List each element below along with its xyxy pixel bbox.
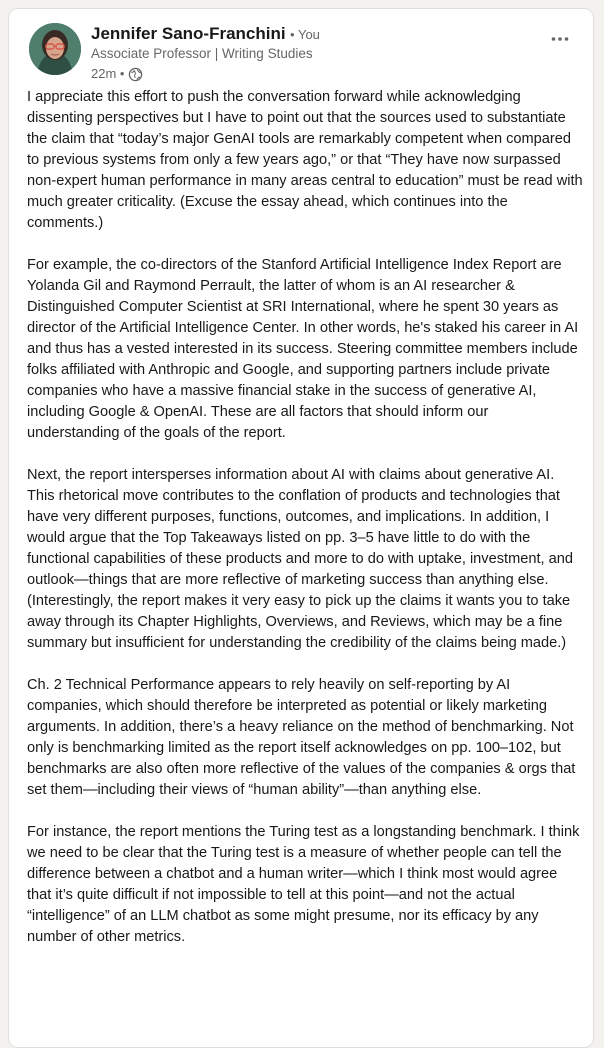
avatar-photo (29, 23, 81, 75)
author-name-row (91, 23, 539, 45)
post-time: 22m • (91, 66, 125, 81)
post-time-row (91, 65, 539, 83)
post-paragraph: Next, the report intersperses information about AI with claims about generative AI. This rhetorical move contributes to the conflation of products and technologies that have very different purposes, functions, outcomes, and implications. In addition, I would argue that the Top Takeaways listed on pp. 3–5 have little to do with the functional capabilities of these products and more to do with uptake, investment, and outlook—things that are more reflective of marketing success than anything else. (Interestingly, the report makes it very easy to pick up the claims it wants you to take away through its Chapter Highlights, Overviews, and Reviews, which may be a fine summary but insufficient for understanding the credibility of the claims being made.) (27, 467, 573, 651)
author-name[interactable]: Jennifer Sano-Franchini (91, 24, 286, 43)
author-meta (91, 23, 539, 83)
post-header (29, 23, 579, 87)
globe-icon (128, 67, 143, 82)
post-card (8, 8, 594, 1048)
connection-label: • You (290, 27, 320, 42)
more-options-button[interactable] (547, 29, 573, 47)
author-headline: Associate Professor | Writing Studies (91, 46, 313, 61)
post-paragraph: For example, the co-directors of the Stanford Artificial Intelligence Index Report are Yolanda Gil and Raymond Perrault, the latter of whom is an AI researcher & Distinguished Computer Scientist at SRI International, where he spent 30 years as director of the Artificial Intelligence Center. In other words, he's staked his career in AI and thus has a vested interested in its success. Steering committee members include folks affiliated with Anthropic and Google, and supporting partners include private companies who have a massive financial stake in the success of generative AI, including Google & OpenAI. These are all factors that should inform our understanding of the goals of the report. (27, 257, 579, 441)
avatar[interactable] (29, 23, 81, 75)
more-horizontal-icon (551, 29, 569, 47)
post-paragraph: For instance, the report mentions the Turing test as a longstanding benchmark. I think we need to be clear that the Turing test is a measure of whether people can tell the difference between a chatbot and a human writer—which I think most would agree that it’s quite difficult if not impossible to tell at this point—and not the actual “intelligence” of an LLM chatbot as some might presume, nor its efficacy by any number of other metrics. (27, 824, 580, 945)
post-paragraph: I appreciate this effort to push the conversation forward while acknowledging dissenting perspectives but I have to point out that the sources used to substantiate the claim that “today’s major GenAI tools are remarkably competent when compared to previous systems from only a few years ago,” or that “They have now surpassed non-expert human performance in many areas central to education” must be read with much greater criticality. (Excuse the essay ahead, which continues into the comments.) (27, 89, 583, 231)
post-body (27, 87, 583, 969)
post-paragraph: Ch. 2 Technical Performance appears to rely heavily on self-reporting by AI companies, which should therefore be interpreted as potential or likely marketing arguments. In addition, there’s a heavy reliance on the method of benchmarking. Not only is benchmarking limited as the report itself acknowledges on pp. 100–102, but benchmarks are also often more reflective of the values of the companies & orgs that set them—including their views of “human ability”—than anything else. (27, 677, 576, 798)
